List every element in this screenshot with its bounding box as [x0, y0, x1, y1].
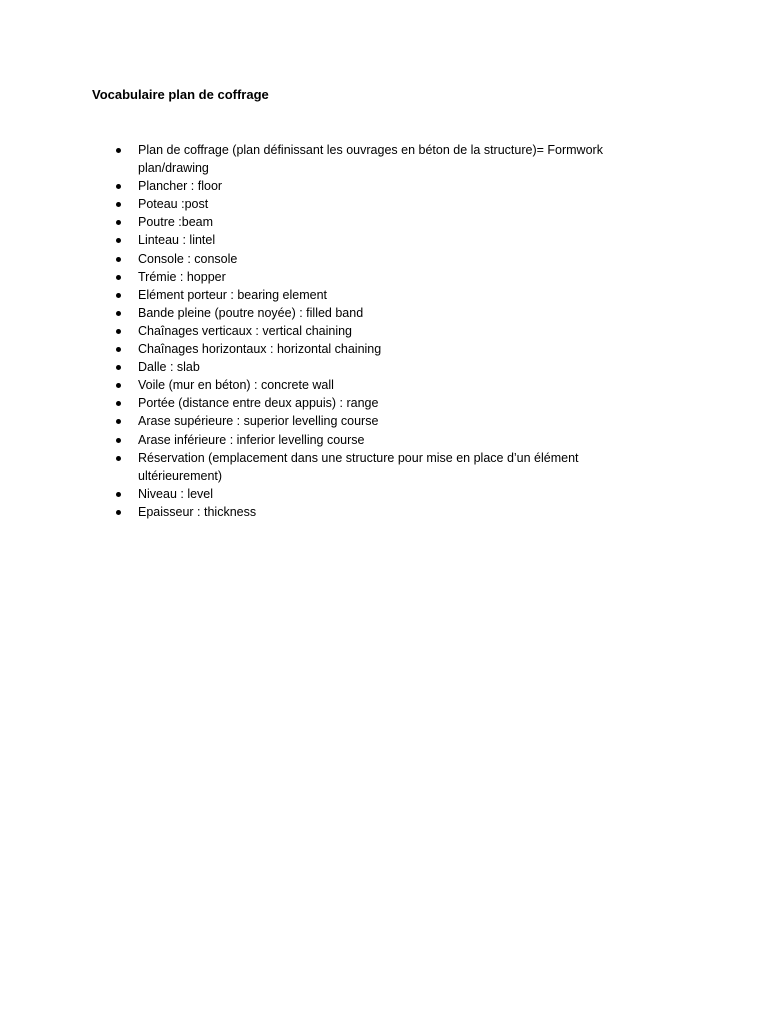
bullet-icon [116, 365, 121, 370]
list-item [116, 340, 636, 358]
list-item [116, 286, 636, 304]
list-item-text: Niveau : level [138, 486, 214, 501]
bullet-icon [116, 438, 121, 443]
bullet-icon [116, 383, 121, 388]
list-item-text: Portée (distance entre deux appuis) : range [138, 396, 379, 411]
list-item [116, 304, 636, 322]
list-item [116, 250, 636, 268]
list-item-text: Dalle : slab [138, 360, 200, 375]
list-item [116, 268, 636, 286]
list-item [116, 412, 636, 430]
bullet-icon [116, 311, 121, 316]
list-item [116, 195, 636, 213]
bullet-icon [116, 275, 121, 280]
bullet-icon [116, 510, 121, 515]
bullet-icon [116, 329, 121, 334]
list-item-text: Arase supérieure : superior levelling course [138, 414, 379, 429]
bullet-icon [116, 293, 121, 298]
list-item-text: Poutre :beam [138, 215, 214, 230]
list-item [116, 322, 636, 340]
bullet-icon [116, 347, 121, 352]
bullet-icon [116, 184, 121, 189]
list-item-text: Réservation (emplacement dans une structure pour mise en place d’un élément ultérieurement) [138, 450, 579, 483]
list-item-text: Epaisseur : thickness [138, 504, 257, 519]
list-item-text: Arase inférieure : inferior levelling course [138, 432, 365, 447]
list-item-text: Bande pleine (poutre noyée) : filled band [138, 305, 364, 320]
bullet-icon [116, 148, 121, 153]
bullet-icon [116, 238, 121, 243]
bullet-icon [116, 401, 121, 406]
vocabulary-list [116, 141, 636, 521]
list-item-text: Poteau :post [138, 197, 209, 212]
list-item [116, 449, 636, 485]
bullet-icon [116, 456, 121, 461]
document-title: Vocabulaire plan de coffrage [92, 87, 269, 102]
list-item [116, 394, 636, 412]
list-item [116, 177, 636, 195]
list-item-text: Chaînages verticaux : vertical chaining [138, 323, 353, 338]
list-item [116, 431, 636, 449]
bullet-icon [116, 220, 121, 225]
list-item-text: Voile (mur en béton) : concrete wall [138, 378, 334, 393]
list-item [116, 485, 636, 503]
list-item-text: Elément porteur : bearing element [138, 287, 327, 302]
list-item [116, 231, 636, 249]
bullet-icon [116, 257, 121, 262]
list-item [116, 503, 636, 521]
list-item-text: Trémie : hopper [138, 269, 226, 284]
list-item-text: Plancher : floor [138, 179, 223, 194]
list-item-text: Console : console [138, 251, 238, 266]
list-item-text: Linteau : lintel [138, 233, 216, 248]
bullet-icon [116, 492, 121, 497]
list-item [116, 141, 636, 177]
list-item [116, 213, 636, 231]
list-item-text: Chaînages horizontaux : horizontal chaining [138, 342, 382, 357]
list-item-text: Plan de coffrage (plan définissant les ouvrages en béton de la structure)= Formwork plan/drawing [138, 143, 603, 176]
list-item [116, 358, 636, 376]
bullet-icon [116, 202, 121, 207]
list-item [116, 376, 636, 394]
bullet-icon [116, 419, 121, 424]
